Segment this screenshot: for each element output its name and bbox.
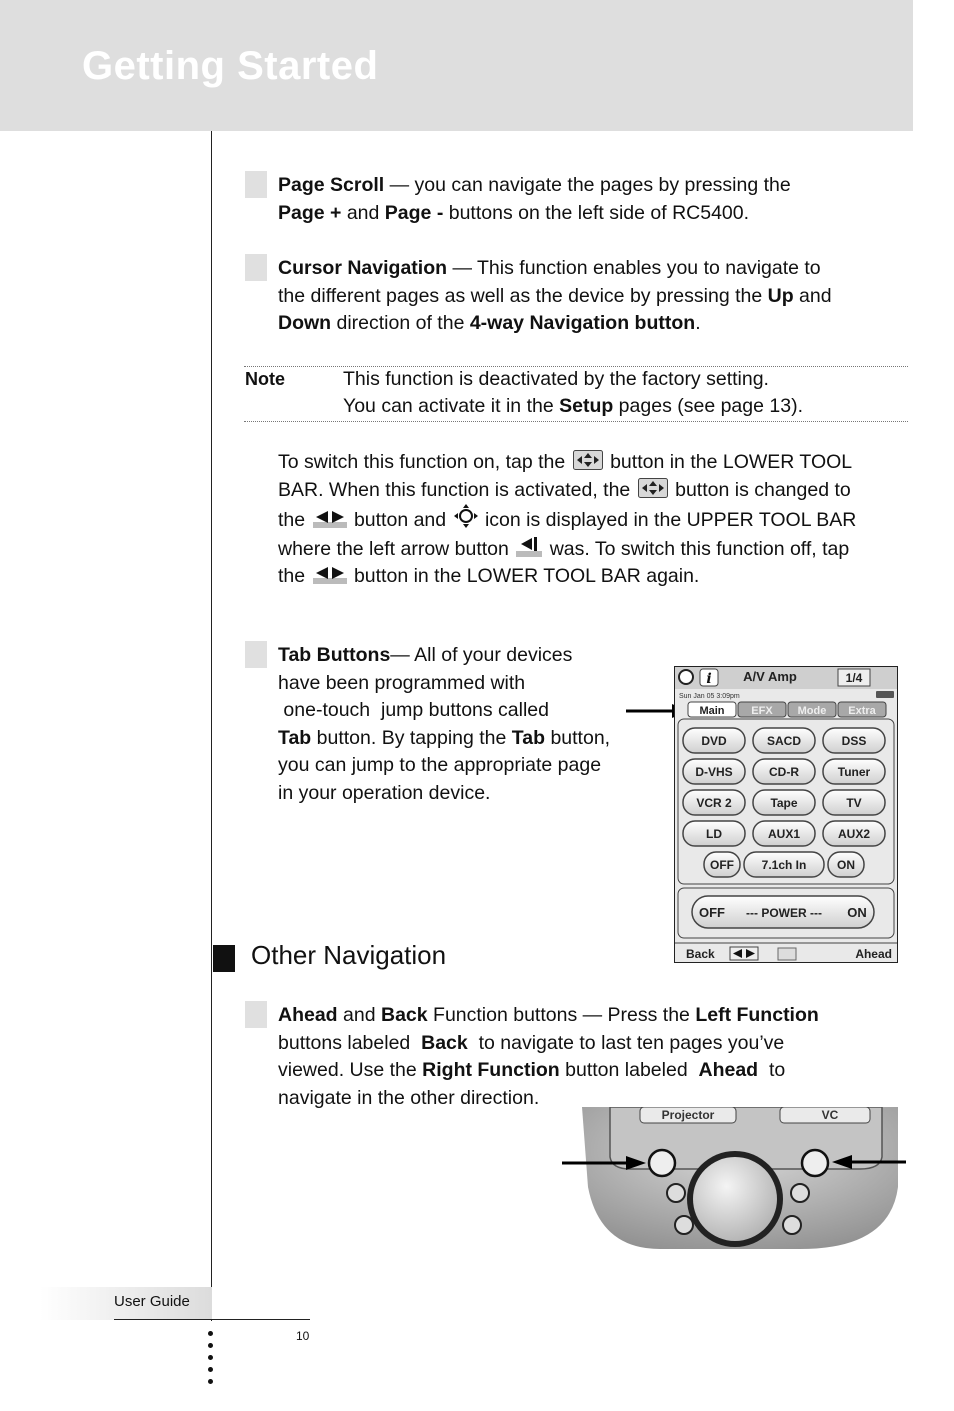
device-button-label: SACD: [766, 734, 802, 748]
page-indicator: 1/4: [845, 671, 863, 685]
tab-label: Extra: [848, 705, 876, 717]
term: Cursor Navigation: [278, 257, 448, 279]
projector-label: Projector: [661, 1108, 715, 1122]
page-number: 10: [296, 1329, 310, 1343]
section-marker: [213, 945, 235, 972]
tab-label: Mode: [797, 705, 827, 717]
navigation-pad-icon: [679, 670, 693, 684]
cursor-navigation-paragraph: Cursor Navigation — This function enables you to navigate to the different pages as well as the device by pressing the Up and Down direction of the 4-way Navigation button.: [278, 257, 832, 334]
device-button-label: Tuner: [837, 765, 871, 779]
note-rule-bottom: [244, 421, 908, 422]
ahead-label: Ahead: [855, 947, 892, 961]
bullet-square: [245, 641, 267, 668]
device-button-label: AUX2: [837, 827, 871, 841]
power-on-label: ON: [847, 905, 867, 920]
device-button-label: DSS: [841, 734, 867, 748]
device-label: A/V Amp: [743, 669, 797, 684]
note-label: Note: [245, 369, 285, 389]
device-button-label: AUX1: [767, 827, 801, 841]
page-arrows-icon: [313, 508, 347, 528]
device-button-label: VCR 2: [696, 796, 732, 810]
navigation-pad-icon: [454, 504, 478, 528]
row5-button-label: ON: [837, 858, 855, 872]
page-title: Getting Started: [82, 44, 379, 88]
page-arrows-icon: [313, 564, 347, 584]
mute-button: [667, 1184, 685, 1202]
row5-button-label: OFF: [710, 858, 734, 872]
footer-label: User Guide: [114, 1293, 190, 1310]
power-label: --- POWER ---: [746, 906, 822, 920]
bullet-square: [245, 1001, 267, 1028]
note-text: This function is deactivated by the factory setting. You can activate it in the Setup pages (see page 13).: [343, 368, 803, 417]
row5-button-label: 7.1ch In: [761, 858, 807, 872]
device-button-label: LD: [706, 827, 722, 841]
book-icon: [778, 948, 796, 960]
vc-label: VC: [821, 1108, 839, 1122]
battery-icon: [876, 691, 894, 698]
remote-screen-screenshot: [674, 666, 898, 963]
left-function-button: [649, 1150, 675, 1176]
right-function-button: [802, 1150, 828, 1176]
back-label: Back: [686, 947, 715, 961]
footer-rule: [114, 1319, 310, 1320]
margin-rule: [211, 131, 212, 1321]
term: Page Scroll: [278, 174, 385, 196]
status-line: Sun Jan 05 3:09pm: [679, 693, 740, 700]
device-button-label: TV: [846, 796, 862, 810]
info-icon: i: [706, 671, 712, 687]
device-button-label: CD-R: [769, 765, 799, 779]
cursor-nav-icon: [573, 450, 603, 470]
tab-label: EFX: [751, 705, 773, 717]
decorative-dot: [208, 1343, 213, 1348]
home-button: [675, 1216, 693, 1234]
device-button-label: D-VHS: [695, 765, 733, 779]
bullet-square: [245, 254, 267, 281]
power-off-label: OFF: [699, 905, 725, 920]
device-button-label: Tape: [770, 796, 798, 810]
return-button: [791, 1184, 809, 1202]
tab-buttons-paragraph: Tab Buttons— All of your devices have been programmed with one-touch jump buttons called Tab button. By tapping the Tab button, you can jump to the appropriate page in your operation device.: [278, 644, 611, 804]
section-heading: Other Navigation: [251, 940, 447, 970]
term: Tab Buttons: [278, 644, 391, 666]
decorative-dot: [208, 1379, 213, 1384]
tab-label: Main: [699, 705, 725, 717]
decorative-dot: [208, 1367, 213, 1372]
device-button-label: DVD: [701, 734, 727, 748]
switch-function-paragraph: To switch this function on, tap the button in the LOWER TOOL BAR. When this function is activated, the button is changed to the button and icon is displayed in the UPPER TOOL BAR where the left arrow button was. To switch this function off, tap the button in the LOWER TOOL BAR again.: [278, 451, 857, 587]
exit-button: [783, 1216, 801, 1234]
decorative-dot: [208, 1355, 213, 1360]
cursor-nav-icon: [638, 478, 668, 498]
remote-device-photo: [560, 1107, 908, 1249]
decorative-dot: [208, 1331, 213, 1336]
bullet-square: [245, 171, 267, 198]
page-scroll-paragraph: Page Scroll — you can navigate the pages by pressing the Page + and Page - buttons on the left side of RC5400.: [278, 174, 791, 224]
left-arrow-icon: [516, 535, 542, 557]
navigation-pad: [693, 1157, 777, 1241]
ahead-back-paragraph: Ahead and Back Function buttons — Press the Left Function buttons labeled Back to navigate to last ten pages you’ve viewed. Use the Right Function button labeled Ahead to navigate in the other direction.: [278, 1004, 819, 1109]
